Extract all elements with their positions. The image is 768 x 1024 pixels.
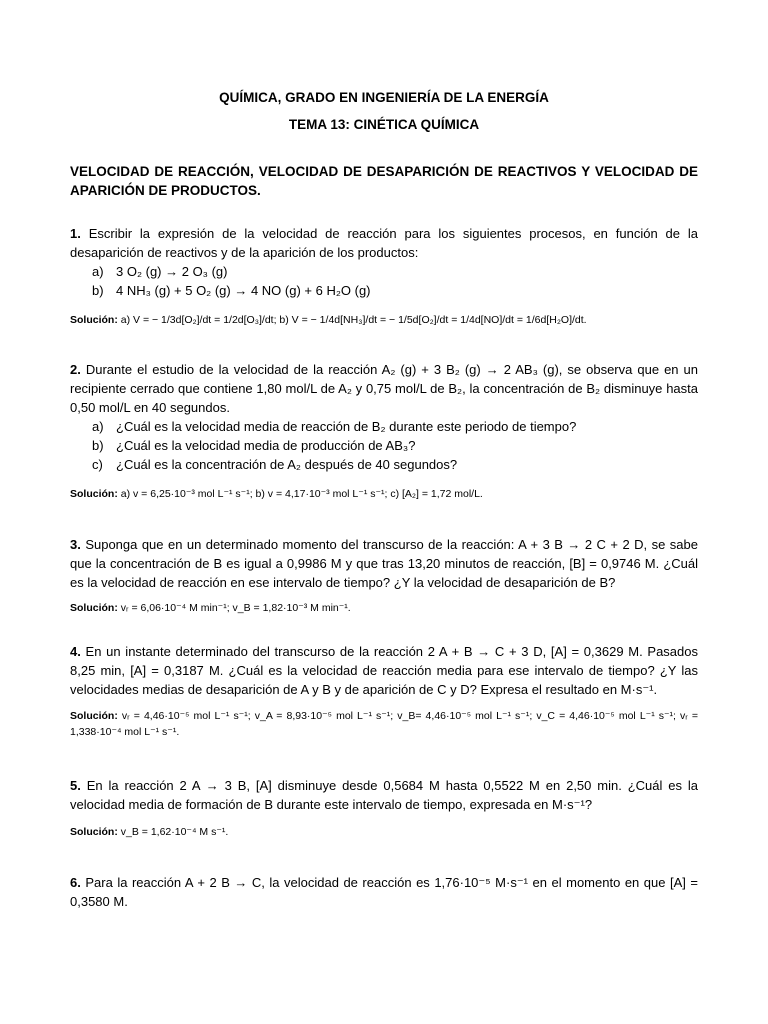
problem-number: 5. [70, 778, 81, 793]
solution-text: v_B = 1,62·10⁻⁴ M s⁻¹. [120, 826, 229, 838]
solution-label: Solución: [70, 710, 118, 722]
problem-number: 4. [70, 644, 81, 659]
problem-statement [70, 642, 698, 699]
problem-3 [70, 535, 698, 592]
solution-text: a) V = − 1/3d[O₂]/dt = 1/2d[O₃]/dt; b) V = − 1/4d[NH₃]/dt = − 1/5d[O₂]/dt = 1/4d[NO]/dt = 1/6d[H₂O]/dt. [120, 314, 587, 326]
solution-text: vᵣ = 6,06·10⁻⁴ M min⁻¹; v_B = 1,82·10⁻³ M min⁻¹. [120, 602, 351, 614]
problem-statement [70, 776, 698, 814]
problem-statement [70, 535, 698, 592]
item-text: ¿Cuál es la velocidad media de reacción de B₂ durante este periodo de tiempo? [116, 419, 577, 434]
problem-text: Durante el estudio de la velocidad de la reacción A₂ (g) + 3 B₂ (g) → 2 AB₃ (g), se observa que en un recipiente cerrado que contiene 1,80 mol/L de A₂ y 0,75 mol/L de B₂, la concentración de B₂ disminuye hasta 0,50 mol/L en 40 segundos. [70, 362, 698, 415]
problem-statement [70, 360, 698, 417]
problem-text: En un instante determinado del transcurso de la reacción 2 A + B → C + 3 D, [A] = 0,3629 M. Pasados 8,25 min, [A] = 0,3187 M. ¿Cuál es la velocidad de reacción media para ese intervalo de tiempo? ¿Y las velocidades medias de desaparición de A y B y de aparición de C y D? Expresa el resultado en M·s⁻¹. [70, 644, 698, 697]
problem-items [70, 262, 698, 300]
problem-items [70, 417, 698, 474]
problem-text: Suponga que en un determinado momento del transcurso de la reacción: A + 3 B → 2 C + 2 D, se sabe que la concentración de B es igual a 0,9986 M y que tras 13,20 minutos de reacción, [B] = 0,9746 M. ¿Cuál es la velocidad de reacción en ese intervalo de tiempo? ¿Y la velocidad de desaparición de B? [70, 537, 698, 590]
problem-4 [70, 642, 698, 699]
item-label: c) [92, 457, 103, 472]
document-subtitle: TEMA 13: CINÉTICA QUÍMICA [288, 117, 480, 132]
problem-number: 6. [70, 875, 81, 890]
item-text: ¿Cuál es la velocidad media de producción de AB₃? [116, 438, 416, 453]
problem-1 [70, 224, 698, 300]
item-text: ¿Cuál es la concentración de A₂ después de 40 segundos? [116, 457, 458, 472]
document-title: QUÍMICA, GRADO EN INGENIERÍA DE LA ENERGÍA [219, 90, 549, 105]
problem-text: Para la reacción A + 2 B → C, la velocidad de reacción es 1,76·10⁻⁵ M·s⁻¹ en el momento en que [A] = 0,3580 M. [70, 875, 698, 909]
item-label: a) [92, 419, 104, 434]
solution-label: Solución: [70, 314, 118, 326]
solution-4 [70, 708, 698, 740]
item-label: a) [92, 264, 104, 279]
solution-1 [70, 312, 698, 328]
list-item [70, 436, 698, 455]
solution-3 [70, 600, 698, 616]
solution-2 [70, 486, 698, 502]
solution-label: Solución: [70, 826, 118, 838]
list-item [70, 417, 698, 436]
problem-statement [70, 224, 698, 262]
problem-2 [70, 360, 698, 474]
problem-number: 1. [70, 226, 81, 241]
item-text: 4 NH₃ (g) + 5 O₂ (g) → 4 NO (g) + 6 H₂O (g) [116, 283, 371, 298]
solution-text: vᵣ = 4,46·10⁻⁵ mol L⁻¹ s⁻¹; v_A = 8,93·10⁻⁵ mol L⁻¹ s⁻¹; v_B= 4,46·10⁻⁵ mol L⁻¹ s⁻¹; v_C = 4,46·10⁻⁵ mol L⁻¹ s⁻¹; vᵣ = 1,338·10⁻⁴ mol L⁻¹ s⁻¹. [70, 710, 699, 738]
problem-text: Escribir la expresión de la velocidad de reacción para los siguientes procesos, en función de la desaparición de reactivos y de la aparición de los productos: [70, 226, 698, 260]
list-item [70, 281, 698, 300]
problem-6 [70, 873, 698, 911]
list-item [70, 262, 698, 281]
item-text: 3 O₂ (g) → 2 O₃ (g) [116, 264, 228, 279]
solution-label: Solución: [70, 602, 118, 614]
problem-statement [70, 873, 698, 911]
solution-5 [70, 824, 698, 840]
list-item [70, 455, 698, 474]
solution-label: Solución: [70, 488, 118, 500]
item-label: b) [92, 283, 104, 298]
problem-number: 3. [70, 537, 81, 552]
problem-text: En la reacción 2 A → 3 B, [A] disminuye desde 0,5684 M hasta 0,5522 M en 2,50 min. ¿Cuál es la velocidad media de formación de B durante este intervalo de tiempo, expresada en M·s⁻¹? [70, 778, 698, 812]
section-heading: VELOCIDAD DE REACCIÓN, VELOCIDAD DE DESAPARICIÓN DE REACTIVOS Y VELOCIDAD DE APARICIÓN DE PRODUCTOS. [70, 164, 698, 198]
solution-text: a) v = 6,25·10⁻³ mol L⁻¹ s⁻¹; b) v = 4,17·10⁻³ mol L⁻¹ s⁻¹; c) [A₂] = 1,72 mol/L. [120, 488, 483, 500]
problem-5 [70, 776, 698, 814]
problem-number: 2. [70, 362, 81, 377]
item-label: b) [92, 438, 104, 453]
